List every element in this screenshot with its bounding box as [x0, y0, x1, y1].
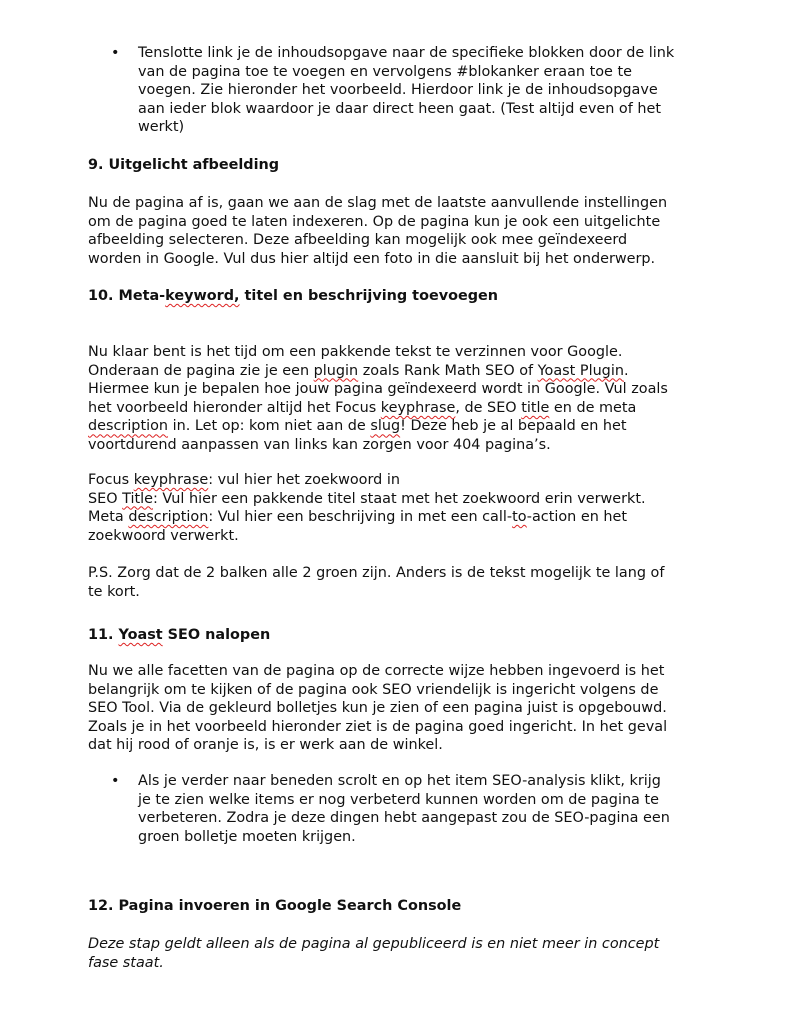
text-line: dat hij rood of oranje is, is er werk aan de winkel. [88, 737, 443, 754]
text-line: fase staat. [88, 954, 164, 971]
text-line: Als je verder naar beneden scrolt en op het item SEO-analysis klikt, krijg [138, 773, 661, 789]
section-heading: 11. Yoast SEO nalopen [88, 627, 271, 643]
spellcheck-word: keyphrase [380, 399, 456, 416]
text-line: Onderaan de pagina zie je een plugin zoals Rank Math SEO of Yoast Plugin. [88, 362, 629, 379]
list-item [111, 772, 718, 846]
spellcheck-word: slug [370, 418, 401, 435]
bullet-marker: • [111, 45, 120, 61]
section-heading: 9. Uitgelicht afbeelding [88, 157, 280, 173]
italic-note [88, 935, 713, 972]
spellcheck-word: Title [122, 490, 153, 507]
text-line: aan ieder blok waardoor je daar direct heen gaat. (Test altijd even of het [138, 100, 661, 117]
text-line: om de pagina goed te laten indexeren. Op de pagina kun je ook een uitgelichte [88, 213, 661, 230]
paragraph [88, 471, 713, 545]
text-line: werkt) [138, 119, 185, 136]
text-line: je te zien welke items er nog verbeterd kunnen worden om de pagina te [138, 791, 659, 808]
text-line: te kort. [88, 583, 140, 600]
text-line: belangrijk om te kijken of de pagina ook SEO vriendelijk is ingericht volgens de [88, 681, 659, 698]
section-12 [88, 897, 713, 916]
section-11 [88, 626, 713, 645]
spellcheck-word: title [521, 399, 550, 416]
text-line: Tenslotte link je de inhoudsopgave naar de specifieke blokken door de link [138, 45, 675, 61]
text-line: zoekwoord verwerkt. [88, 527, 239, 544]
text-line: SEO Tool. Via de gekleurd bolletjes kun je zien of een pagina juist is opgebouwd. [88, 700, 667, 717]
text-line: Nu we alle facetten van de pagina op de correcte wijze hebben ingevoerd is het [88, 663, 665, 679]
text-line: van de pagina toe te voegen en vervolgens #blokanker eraan toe te [138, 63, 632, 80]
spellcheck-word: plugin [313, 362, 359, 379]
paragraph [88, 343, 713, 455]
text-line: Focus keyphrase: vul hier het zoekwoord in [88, 472, 400, 488]
text-line: Meta description: Vul hier een beschrijving in met een call-to-action en het [88, 509, 628, 526]
paragraph [88, 564, 713, 601]
text-line: groen bolletje moeten krijgen. [138, 828, 356, 845]
text-line: voegen. Zie hieronder het voorbeeld. Hierdoor link je de inhoudsopgave [138, 82, 658, 99]
paragraph [88, 194, 713, 268]
text-line: SEO Title: Vul hier een pakkende titel staat met het zoekwoord erin verwerkt. [88, 490, 646, 507]
spellcheck-word: Yoast Plugin [537, 362, 624, 379]
spellcheck-word: keyword, [165, 288, 240, 304]
text-line: voortdurend aanpassen van links kan zorgen voor 404 pagina’s. [88, 436, 551, 453]
text-line: Hiermee kun je bepalen hoe jouw pagina geïndexeerd wordt in Google. Vul zoals [88, 381, 668, 398]
bullet-marker: • [111, 773, 120, 789]
section-heading: 10. Meta-keyword, titel en beschrijving toevoegen [88, 288, 499, 304]
section-10 [88, 287, 713, 306]
list-item [111, 44, 718, 137]
text-line: Deze stap geldt alleen als de pagina al gepubliceerd is en niet meer in concept [88, 936, 660, 952]
spellcheck-word: to [512, 509, 527, 526]
text-line: P.S. Zorg dat de 2 balken alle 2 groen zijn. Anders is de tekst mogelijk te lang of [88, 565, 665, 581]
spellcheck-word: Yoast [118, 627, 163, 643]
text-line: description in. Let op: kom niet aan de slug! Deze heb je al bepaald en het [88, 418, 627, 435]
text-line: worden in Google. Vul dus hier altijd een foto in die aansluit bij het onderwerp. [88, 250, 656, 267]
spellcheck-word: keyphrase [133, 472, 209, 488]
text-line: Zoals je in het voorbeeld hieronder ziet is de pagina goed ingericht. In het geval [88, 718, 668, 735]
section-heading: 12. Pagina invoeren in Google Search Console [88, 898, 462, 914]
text-line: het voorbeeld hieronder altijd het Focus keyphrase, de SEO title en de meta [88, 399, 637, 416]
spellcheck-word: description [128, 509, 209, 526]
text-line: afbeelding selecteren. Deze afbeelding kan mogelijk ook mee geïndexeerd [88, 232, 628, 249]
spellcheck-word: description [88, 418, 169, 435]
text-line: Nu klaar bent is het tijd om een pakkende tekst te verzinnen voor Google. [88, 344, 623, 360]
text-line: verbeteren. Zodra je deze dingen hebt aangepast zou de SEO-pagina een [138, 810, 670, 827]
section-9 [88, 156, 713, 175]
text-line: Nu de pagina af is, gaan we aan de slag met de laatste aanvullende instellingen [88, 195, 668, 211]
paragraph [88, 662, 713, 755]
